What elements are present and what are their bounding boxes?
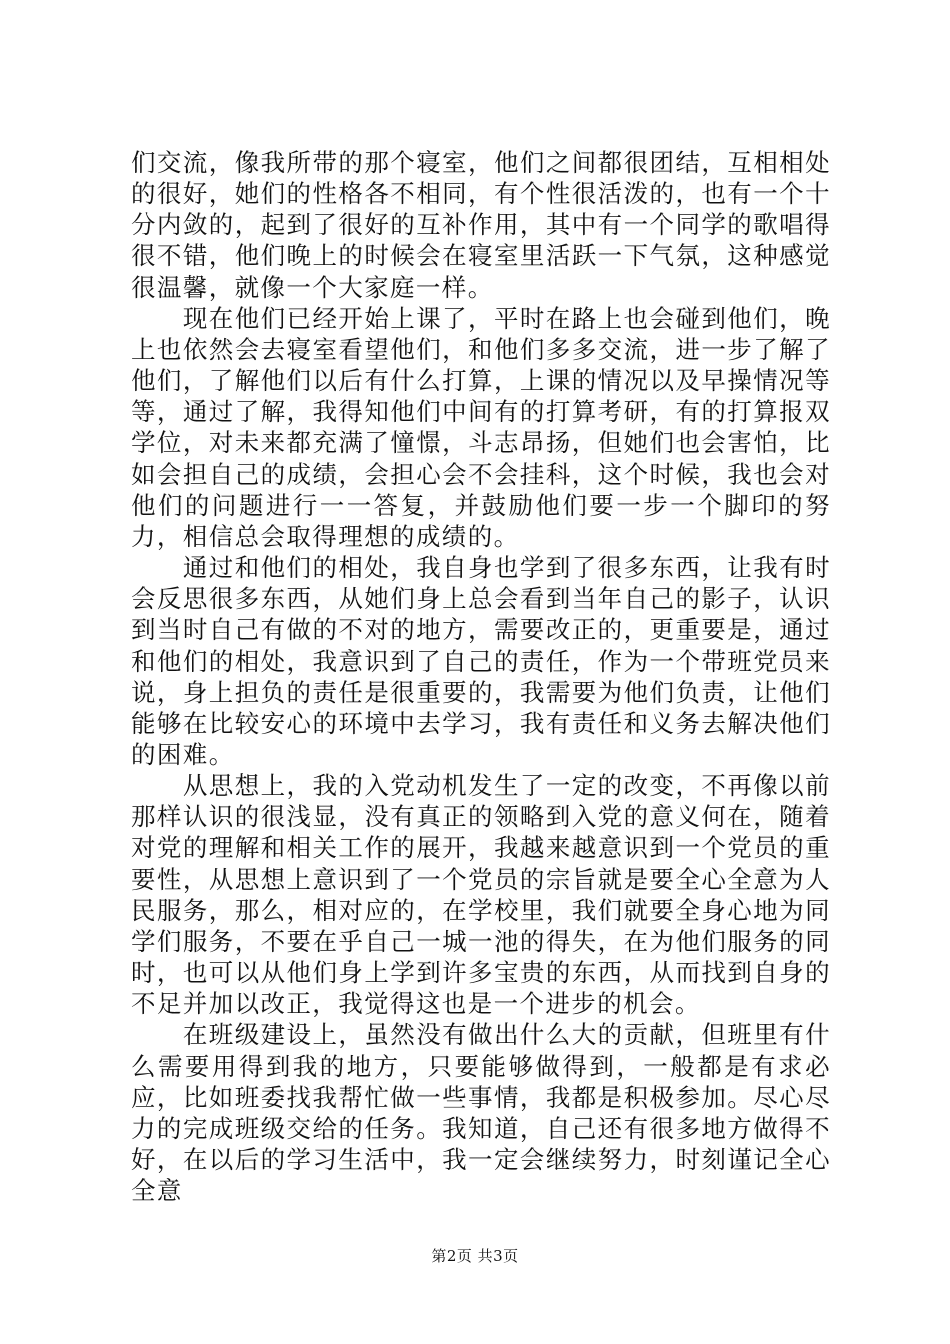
document-body xyxy=(131,147,831,1206)
paragraph-1: 们交流，像我所带的那个寝室，他们之间都很团结，互相相处的很好，她们的性格各不相同，有个性很活泼的，也有一个十分内敛的，起到了很好的互补作用，其中有一个同学的歌唱得很不错，他们晚上的时候会在寝室里活跃一下气氛，这种感觉很温馨，就像一个大家庭一样。 xyxy=(131,148,831,302)
page-number-footer: 第2页 共3页 xyxy=(431,1247,519,1265)
paragraph-2: 现在他们已经开始上课了，平时在路上也会碰到他们，晚上也依然会去寝室看望他们，和他们多多交流，进一步了解了他们，了解他们以后有什么打算，上课的情况以及早操情况等等，通过了解，我得知他们中间有的打算考研，有的打算报双学位，对未来都充满了憧憬，斗志昂扬，但她们也会害怕，比如会担自己的成绩，会担心会不会挂科，这个时候，我也会对他们的问题进行一一答复，并鼓励他们要一步一个脚印的努力，相信总会取得理想的成绩的。 xyxy=(131,303,831,551)
paragraph-4: 从思想上，我的入党动机发生了一定的改变，不再像以前那样认识的很浅显，没有真正的领略到入党的意义何在，随着对党的理解和相关工作的展开，我越来越意识到一个党员的重要性，从思想上意识到了一个党员的宗旨就是要全心全意为人民服务，那么，相对应的，在学校里，我们就要全身心地为同学们服务，不要在乎自己一城一池的得失，在为他们服务的同时，也可以从他们身上学到许多宝贵的东西，从而找到自身的不足并加以改正，我觉得这也是一个进步的机会。 xyxy=(131,771,831,1019)
paragraph-5: 在班级建设上，虽然没有做出什么大的贡献，但班里有什么需要用得到我的地方，只要能够做得到，一般都是有求必应，比如班委找我帮忙做一些事情，我都是积极参加。尽心尽力的完成班级交给的任务。我知道，自己还有很多地方做得不好，在以后的学习生活中，我一定会继续努力，时刻谨记全心全意 xyxy=(131,1020,831,1206)
paragraph-3: 通过和他们的相处，我自身也学到了很多东西，让我有时会反思很多东西，从她们身上总会看到当年自己的影子，认识到当时自己有做的不对的地方，需要改正的，更重要是，通过和他们的相处，我意识到了自己的责任，作为一个带班党员来说，身上担负的责任是很重要的，我需要为他们负责，让他们能够在比较安心的环境中去学习，我有责任和义务去解决他们的困难。 xyxy=(131,553,831,769)
